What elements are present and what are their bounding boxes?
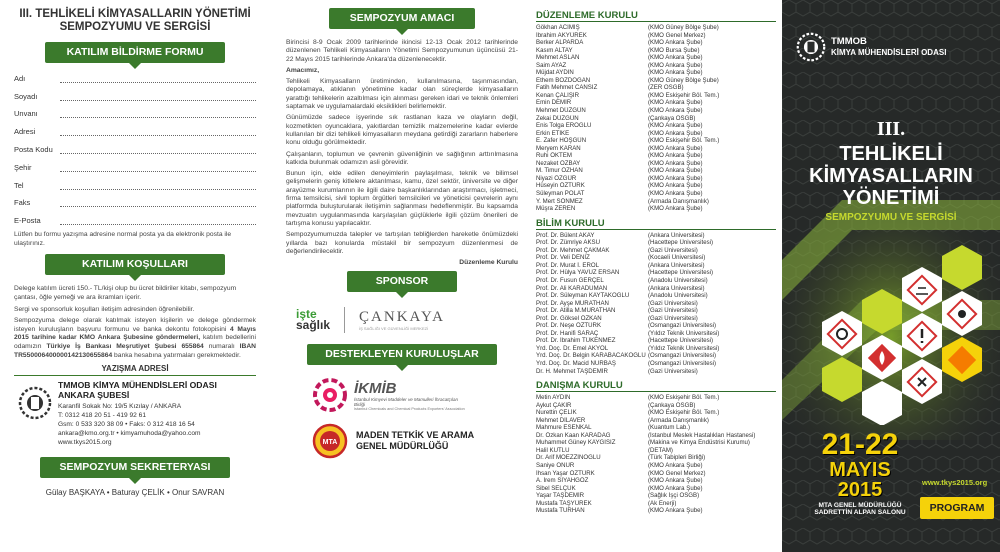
hazard-hexagons <box>782 225 1000 425</box>
cover-org-line1: TMMOB <box>831 36 867 47</box>
bank-branch: Türkiye İş Bankası Meşrutiyet Şubesi 655864 <box>46 342 204 350</box>
organizing-member <box>536 122 776 130</box>
member-affiliation: (Kuantum Lab.) <box>648 424 691 432</box>
member-affiliation: (KMO Ankara Şube) <box>648 39 703 47</box>
member-name: Prof. Dr. Atilla M.MURATHAN <box>536 307 616 315</box>
organizing-member <box>536 32 776 40</box>
member-name: Nezaket ÖZBAY <box>536 159 581 167</box>
member-affiliation: (KMO Ankara Şube) <box>648 182 703 190</box>
member-name: Yrd. Doç. Dr. Macid NURBAŞ <box>536 359 616 367</box>
member-name: Berker ALPARDA <box>536 39 584 47</box>
mta-emblem-icon <box>312 423 348 459</box>
organizing-member <box>536 167 776 175</box>
registration-fields <box>14 67 256 227</box>
member-name: Prof. Dr. Süleyman KAYTAKOĞLU <box>536 292 630 300</box>
sponsor-logos <box>286 306 518 334</box>
scientific-member <box>536 337 776 345</box>
member-affiliation: (KMO Genel Merkez) <box>648 31 706 39</box>
form-field-row <box>14 209 256 227</box>
form-field-line[interactable] <box>60 217 256 225</box>
scientific-member <box>536 368 776 376</box>
member-name: Müşra ZEREN <box>536 205 576 213</box>
ikmib-logo <box>312 377 518 413</box>
aim-paragraph: Bunun için, elde edilen deneyimlerin paylaşılması, teknik ve bilimsel gelişmelerin geniş kitlelere aktarılması, kamu, özel sektör, üniversite ve diğer arayüzme kurumlarının ile ilgili daire başkanlıklarından araştırmacı, işletmeci, firma temsilcisi, sivil toplum örgütleri temsilcileri ve yöneticisi çevrelerin aynı platformda buluşturularak iletişimin sağlanması hedeflenmiştir. Bu kapsamda mevzuatın uygulanmasında karşılaşılan güçlüklerle ilgili çözüm önerileri de tartışma konusu yapılacaktır. <box>286 170 518 227</box>
advisory-member <box>536 409 776 417</box>
advisory-member <box>536 470 776 478</box>
aim-paragraph: Günümüzde sadece işyerinde sık rastlanan kaza ve olayların değil, kozmetikten oyuncaklara, yakıtlardan temizlik malzemelerine kadar evlerde kullanılan bir dizi tehlikeli kimyasalların meydana getirdiği zararların haberlere konu olduğu görülmektedir. <box>286 114 518 147</box>
address-title: YAZIŞMA ADRESİ <box>14 364 256 376</box>
form-field-row <box>14 174 256 192</box>
scientific-member <box>536 277 776 285</box>
advisory-committee-title: DANIŞMA KURULU <box>536 380 776 392</box>
form-field-line[interactable] <box>60 93 256 101</box>
scientific-member <box>536 239 776 247</box>
member-affiliation: (KMO Ankara Şube) <box>648 167 703 175</box>
member-affiliation: (Ankara Üniversitesi) <box>648 231 705 239</box>
member-name: Aykut ÇAKIR <box>536 401 572 409</box>
member-name: Metin AYDIN <box>536 394 571 402</box>
iste-saglik-line2: sağlık <box>296 318 331 333</box>
member-name: A. İrem SİYAHGÖZ <box>536 477 589 485</box>
member-name: Mehmet DÜZGÜN <box>536 107 586 115</box>
org-name: TMMOB KİMYA MÜHENDİSLERİ ODASI <box>58 380 217 391</box>
form-field-row <box>14 138 256 156</box>
scientific-member <box>536 315 776 323</box>
cankaya-sub: İŞ SAĞLIĞI VE GÜVENLİĞİ MERKEZİ <box>359 326 429 332</box>
member-name: Prof. Dr. Murat İ. EROL <box>536 261 599 269</box>
organizing-member <box>536 205 776 213</box>
member-name: Muhammet Güney KAYGISIZ <box>536 439 616 447</box>
aim-paragraph: Çalışanların, toplumun ve çevrenin güvenliğinin ve sağlığının arttırılmasına katkıda bulunmak odamızın asli görevidir. <box>286 150 518 166</box>
form-field-label: Soyadı <box>14 91 38 101</box>
organizing-member <box>536 175 776 183</box>
advisory-member <box>536 485 776 493</box>
address-email[interactable]: ankara@kmo.org.tr • kimyamuhoda@yahoo.com <box>58 430 201 438</box>
member-affiliation: (Ankara Üniversitesi) <box>648 284 705 292</box>
organizing-member <box>536 77 776 85</box>
advisory-committee-list <box>536 394 776 515</box>
organizing-member <box>536 145 776 153</box>
form-note: Lütfen bu formu yazışma adresine normal posta ya da elektronik posta ile ulaştırınız. <box>14 231 232 247</box>
form-field-label: Adı <box>14 73 26 83</box>
member-affiliation: (KMO Ankara Şube) <box>648 461 703 469</box>
scientific-member <box>536 247 776 255</box>
advisory-member <box>536 424 776 432</box>
member-affiliation: (KMO Ankara Şube) <box>648 107 703 115</box>
organizing-member <box>536 130 776 138</box>
member-affiliation: (KMO Güney Bölge Şube) <box>648 76 719 84</box>
form-panel <box>0 0 268 552</box>
address-phone: T: 0312 418 20 51 - 419 92 61 <box>58 412 146 420</box>
advisory-member <box>536 402 776 410</box>
member-affiliation: (KMO Ankara Şube) <box>648 122 703 130</box>
scientific-member <box>536 330 776 338</box>
form-field-label: Posta Kodu <box>14 144 53 154</box>
aim-title-bar: SEMPOZYUM AMACI <box>329 8 475 29</box>
payment-text: numaralı <box>203 342 240 350</box>
ikmib-sub: İstanbul Kimyevi Maddeler ve Mamulleri İhracatçıları Birliği <box>354 396 459 407</box>
member-name: Enis Tolga EROĞLU <box>536 122 592 130</box>
member-name: Saim AYAZ <box>536 61 567 69</box>
form-field-row <box>14 120 256 138</box>
organizing-member <box>536 84 776 92</box>
scientific-committee-title: BİLİM KURULU <box>536 218 776 230</box>
form-field-label: Şehir <box>14 162 32 172</box>
member-name: Mehmet ASLAN <box>536 54 580 62</box>
aim-text <box>286 39 518 267</box>
member-name: Erkin ETİKE <box>536 129 570 137</box>
scientific-member <box>536 322 776 330</box>
scientific-member <box>536 360 776 368</box>
conditions-title-bar: KATILIM KOŞULLARI <box>45 254 225 275</box>
advisory-member <box>536 507 776 515</box>
member-affiliation: (Çankaya OSGB) <box>648 114 696 122</box>
member-name: Meryem KARAN <box>536 144 581 152</box>
member-affiliation: (İstanbul Meslek Hastalıkları Hastanesi) <box>648 431 756 439</box>
form-field-row <box>14 67 256 85</box>
member-affiliation: (Anadolu Üniversitesi) <box>648 292 708 300</box>
organizing-member <box>536 54 776 62</box>
advisory-member <box>536 492 776 500</box>
cankaya-name: ÇANKAYA <box>359 309 445 326</box>
member-name: Prof. Dr. Ali KARADUMAN <box>536 284 608 292</box>
member-affiliation: (KMO Ankara Şube) <box>648 129 703 137</box>
member-name: Müjdat AYDIN <box>536 69 574 77</box>
member-affiliation: (KMO Ankara Şube) <box>648 484 703 492</box>
member-affiliation: (KMO Ankara Şube) <box>648 159 703 167</box>
aim-signature: Düzenleme Kurulu <box>459 259 518 267</box>
cover-url[interactable]: www.tkys2015.org <box>922 478 988 487</box>
member-name: Prof. Dr. Mehmet ÇAKMAK <box>536 246 610 254</box>
committees-panel <box>530 0 780 552</box>
member-name: Halil KUTLU <box>536 446 570 454</box>
form-field-label: Adresi <box>14 127 36 137</box>
form-field-label: E-Posta <box>14 216 41 226</box>
cover-title <box>782 118 1000 223</box>
member-affiliation: (Armada Danışmanlık) <box>648 197 709 205</box>
scientific-member <box>536 285 776 293</box>
member-affiliation: (Gazi Üniversitesi) <box>648 246 698 254</box>
form-field-label: Unvanı <box>14 109 38 119</box>
member-name: Saniye ONUR <box>536 461 575 469</box>
member-affiliation: (Yıldız Teknik Üniversitesi) <box>648 344 720 352</box>
member-affiliation: (KMO Ankara Şube) <box>648 144 703 152</box>
member-affiliation: (Armada Danışmanlık) <box>648 416 709 424</box>
aim-paragraph: Sempozyumumuzda talepler ve tartışılan tebliğlerden hareketle önümüzdeki yıllarda bazı konularda müstakil bir sempozyum düzenlenmesi de değerlendirilecektir. <box>286 231 518 255</box>
payment-text: Sempozyuma delege olarak katılmak isteyen kişilerin ve delege göndermek isteyen kuruluşların başvuru formunu ve banka dekontu fotokopisini <box>14 317 256 333</box>
cover-kmo-logo-icon <box>796 32 826 62</box>
address-gsm-fax: Gsm: 0 533 320 38 09 • Faks: 0 312 418 16 54 <box>58 421 195 429</box>
mta-logo <box>312 423 518 459</box>
address-website[interactable]: www.tkys2015.org <box>58 439 112 447</box>
cover-org-line2: KİMYA MÜHENDİSLERİ ODASI <box>831 48 947 57</box>
advisory-member <box>536 394 776 402</box>
member-name: Prof. Dr. Göksel ÖZKAN <box>536 314 602 322</box>
organizing-member <box>536 92 776 100</box>
panel1-subtitle: SEMPOZYUMU VE SERGİSİ <box>59 21 211 33</box>
organizing-committee-list <box>536 24 776 213</box>
member-name: Kenan ÇALIŞIR <box>536 91 580 99</box>
member-name: Yrd. Doç. Dr. Belgin KARABACAKOĞLU <box>536 352 646 360</box>
advisory-member <box>536 447 776 455</box>
member-affiliation: (KMO Ankara Şube) <box>648 507 703 515</box>
member-affiliation: (KMO Eskişehir Böl. Tem.) <box>648 409 720 417</box>
member-affiliation: (KMO Ankara Şube) <box>648 99 703 107</box>
kmo-logo-icon <box>18 386 52 420</box>
cover-venue2: SADRETTİN ALPAN SALONU <box>814 509 906 516</box>
scientific-member <box>536 345 776 353</box>
member-name: Süleyman POLAT <box>536 190 585 198</box>
member-affiliation: (Çankaya OSGB) <box>648 401 696 409</box>
member-name: Mehmet DİLAVER <box>536 416 586 424</box>
cover-org <box>796 32 946 62</box>
payment-text: katılım bedellerini odamızın <box>14 334 256 350</box>
advisory-member <box>536 439 776 447</box>
member-name: Ruhi ÖKTEM <box>536 152 572 160</box>
member-name: İhsan Yaşar ÖZTÜRK <box>536 469 595 477</box>
cover-edition: III. <box>876 118 906 140</box>
advisory-member <box>536 454 776 462</box>
form-field-row <box>14 103 256 121</box>
form-field-line[interactable] <box>60 75 256 83</box>
cover-panel <box>782 0 1000 552</box>
cover-title-line3: YÖNETİMİ <box>842 187 940 209</box>
form-title-bar: KATILIM BİLDİRME FORMU <box>45 42 225 63</box>
member-affiliation: (KMO Ankara Şube) <box>648 69 703 77</box>
member-affiliation: (KMO Ankara Şube) <box>648 477 703 485</box>
aim-paragraph: Birincisi 8-9 Ocak 2009 tarihlerinde ikincisi 12-13 Ocak 2012 tarihlerinde düzenlenen Tehlikeli Kimyasalların Yönetimi Sempozyumunun üçüncüsü 21-22 Mayıs 2015 tarihlerinde Ankara'da düzenlenecektir. <box>286 39 518 63</box>
scientific-member <box>536 262 776 270</box>
member-affiliation: (KMO Güney Bölge Şube) <box>648 24 719 31</box>
organizing-member <box>536 152 776 160</box>
advisory-member <box>536 462 776 470</box>
support-title-bar: DESTEKLEYEN KURULUŞLAR <box>307 344 497 365</box>
cover-subtitle: SEMPOZYUMU VE SERGİSİ <box>825 212 957 223</box>
organizing-member <box>536 198 776 206</box>
payment-deadline: 4 Mayıs 2015 tarihine kadar KMO Ankara Şubesine göndermeleri, <box>14 325 256 342</box>
member-name: Prof. Dr. İbrahim TÜKENMEZ <box>536 337 616 345</box>
member-affiliation: (Hacettepe Üniversitesi) <box>648 269 714 277</box>
member-affiliation: (Türk Tabipleri Birliği) <box>648 454 706 462</box>
org-branch: ANKARA ŞUBESİ <box>58 390 130 401</box>
condition-fee: Delege katılım ücreti 150.- TL/kişi olup bu ücret bildiriler kitabı, sempozyum çantası, öğle yemeği ve ara ikramları içerir. <box>14 285 237 301</box>
scientific-member <box>536 254 776 262</box>
scientific-member <box>536 300 776 308</box>
organizing-member <box>536 47 776 55</box>
member-affiliation: (Gazi Üniversitesi) <box>648 367 698 375</box>
form-field-row <box>14 85 256 103</box>
program-badge: PROGRAM <box>920 497 994 519</box>
member-name: Yrd. Doç. Dr. Emel AKYOL <box>536 344 609 352</box>
advisory-member <box>536 500 776 508</box>
iban: IBAN TR550006400000142130655864 <box>14 342 256 359</box>
member-name: Prof. Dr. Neşe ÖZTÜRK <box>536 322 602 330</box>
member-affiliation: (Osmangazi Üniversitesi) <box>648 359 717 367</box>
scientific-member <box>536 269 776 277</box>
member-affiliation: (Yıldız Teknik Üniversitesi) <box>648 329 720 337</box>
organizing-committee-title: DÜZENLEME KURULU <box>536 10 776 22</box>
member-name: Prof. Dr. Zümriye AKSU <box>536 239 600 247</box>
member-affiliation: (KMO Ankara Şube) <box>648 152 703 160</box>
member-affiliation: (KMO Genel Merkez) <box>648 469 706 477</box>
iste-saglik-logo <box>296 309 330 331</box>
member-name: Yaşar TAŞDEMİR <box>536 492 585 500</box>
aim-panel <box>278 0 524 552</box>
cover-title-line1: TEHLİKELİ <box>839 143 943 165</box>
mta-name-line1: MADEN TETKİK VE ARAMA <box>356 430 475 441</box>
member-name: Nurettin ÇELİK <box>536 409 577 417</box>
advisory-member <box>536 417 776 425</box>
member-name: M. Timur ÖZHAN <box>536 167 583 175</box>
member-affiliation: (KMO Ankara Şube) <box>648 205 703 213</box>
member-name: İbrahim AKYÜREK <box>536 31 587 39</box>
condition-payment <box>14 317 256 360</box>
sponsor-title-bar: SPONSOR <box>347 271 457 292</box>
ikmib-en: Istanbul Chemicals and Chemical Products Exporters' Association <box>354 406 465 411</box>
member-affiliation: (Ankara Üniversitesi) <box>648 261 705 269</box>
organizing-member <box>536 115 776 123</box>
condition-sponsorship: Sergi ve sponsorluk koşulları iletişim adresinden öğrenilebilir. <box>14 305 195 313</box>
organizing-member <box>536 107 776 115</box>
member-name: Kasım ALTAY <box>536 46 573 54</box>
scientific-committee-list <box>536 232 776 375</box>
member-name: Hüseyin ÖZTÜRK <box>536 182 585 190</box>
organizing-member <box>536 190 776 198</box>
form-field-row <box>14 192 256 210</box>
cover-month: MAYIS <box>829 459 891 481</box>
member-affiliation: (KMO Ankara Şube) <box>648 174 703 182</box>
mta-emblem-text: MTA <box>322 439 338 447</box>
cover-venue1: MTA GENEL MÜDÜRLÜĞÜ <box>818 502 902 509</box>
organizing-member <box>536 39 776 47</box>
scientific-member <box>536 307 776 315</box>
member-name: Prof. Dr. Hanifi SARAÇ <box>536 329 599 337</box>
form-field-row <box>14 156 256 174</box>
ikmib-emblem-icon <box>312 377 348 413</box>
form-field-line[interactable] <box>60 182 256 190</box>
scientific-member <box>536 232 776 240</box>
member-name: E. Zafer HOŞGÜN <box>536 137 587 145</box>
iste-saglik-line1: işte <box>296 307 317 322</box>
member-name: Zekai DÜZGÜN <box>536 114 579 122</box>
member-name: Emin DEMİR <box>536 99 572 107</box>
address-block <box>14 380 256 447</box>
member-name: Dr. H. Mehmet TAŞDEMİR <box>536 367 608 375</box>
member-affiliation: (KMO Eskişehir Böl. Tem.) <box>648 394 720 402</box>
member-name: Prof. Dr. Fusun GERÇEL <box>536 276 604 284</box>
scientific-member <box>536 292 776 300</box>
organizing-member <box>536 24 776 32</box>
member-affiliation: (Hacettepe Üniversitesi) <box>648 337 714 345</box>
member-name: Sibel SELÇUK <box>536 484 576 492</box>
cankaya-logo <box>359 309 445 331</box>
member-affiliation: (ZER OSGB) <box>648 84 684 92</box>
cover-year: 2015 <box>837 479 883 501</box>
member-affiliation: (Anadolu Üniversitesi) <box>648 276 708 284</box>
cover-days: 21-22 <box>821 428 899 461</box>
member-affiliation: (Osmangazi Üniversitesi) <box>648 322 717 330</box>
form-field-line[interactable] <box>60 128 256 136</box>
organizing-member <box>536 99 776 107</box>
ikmib-name: İKMİB <box>354 379 397 397</box>
member-name: Prof. Dr. Hülya YAVUZ ERSAN <box>536 269 620 277</box>
form-field-label: Faks <box>14 198 31 208</box>
member-affiliation: (KMO Eskişehir Böl. Tem.) <box>648 91 720 99</box>
scientific-member <box>536 352 776 360</box>
member-affiliation: (KMO Eskişehir Böl. Tem.) <box>648 137 720 145</box>
member-affiliation: (Makina ve Kimya Endüstrisi Kurumu) <box>648 439 750 447</box>
organizing-member <box>536 182 776 190</box>
secretariat-title-bar: SEMPOZYUM SEKRETERYASI <box>40 457 230 478</box>
organizing-member <box>536 62 776 70</box>
member-name: Fatih Mehmet CANSIZ <box>536 84 598 92</box>
member-name: Mustafa TAŞYÜREK <box>536 499 592 507</box>
member-affiliation: (Hacettepe Üniversitesi) <box>648 239 714 247</box>
member-name: Ethem BOZDOĞAN <box>536 76 591 84</box>
member-affiliation: (Sağlık İşçi OSGB) <box>648 492 700 500</box>
aim-paragraph: Tehlikeli Kimyasalların üretiminden, kullanılmasına, taşınmasından, depolamaya, atıklanın yönetimine kadar olan süreçlerde kimyasalların yarattığı tehlikelerin azaltılması için alınması gereken idari ve teknik önlemleri saptamak ve uygulamalardaki eksiklikleri belirlemektir. <box>286 78 518 111</box>
member-affiliation: (KMO Ankara Şube) <box>648 190 703 198</box>
member-name: Mustafa TURHAN <box>536 507 585 515</box>
member-name: Mahmure ESENKAL <box>536 424 592 432</box>
member-name: Niyazi ÖZGÜR <box>536 174 577 182</box>
member-name: Y. Mert SÖNMEZ <box>536 197 583 205</box>
mta-name-line2: GENEL MÜDÜRLÜĞÜ <box>356 441 449 452</box>
member-name: Prof. Dr. Bülent AKAY <box>536 231 595 239</box>
member-affiliation: (Gazi Üniversitesi) <box>648 307 698 315</box>
organizing-member <box>536 160 776 168</box>
advisory-member <box>536 477 776 485</box>
member-affiliation: (Gazi Üniversitesi) <box>648 299 698 307</box>
form-field-line[interactable] <box>60 110 256 118</box>
member-affiliation: (Gazi Üniversitesi) <box>648 314 698 322</box>
form-field-line[interactable] <box>60 199 256 207</box>
form-field-label: Tel <box>14 180 24 190</box>
payment-text: banka hesabına yatırmaları gerekmektedir. <box>112 351 241 359</box>
cover-title-line2: KİMYASALLARIN <box>809 165 973 187</box>
member-name: Dr. Özkan Kaan KARADAĞ <box>536 431 611 439</box>
member-affiliation: (Ak Enerji) <box>648 499 677 507</box>
member-affiliation: (KMO Ankara Şube) <box>648 61 703 69</box>
aim-heading: Amacımız, <box>286 66 320 74</box>
member-affiliation: (Osmangazi Üniversitesi) <box>648 352 717 360</box>
address-street: Karanfil Sokak No: 19/5 Kızılay / ANKARA <box>58 403 182 411</box>
organizing-member <box>536 69 776 77</box>
member-affiliation: (KMO Bursa Şube) <box>648 46 700 54</box>
member-affiliation: (KMO Ankara Şube) <box>648 54 703 62</box>
sponsor-divider <box>344 307 345 333</box>
secretariat-names: Gülay BAŞKAYA • Baturay ÇELİK • Onur SAVRAN <box>45 488 225 498</box>
advisory-member <box>536 432 776 440</box>
form-field-line[interactable] <box>60 146 256 154</box>
member-name: Dr. Arif MOEZZİNOĞLU <box>536 454 601 462</box>
form-field-line[interactable] <box>60 164 256 172</box>
member-name: Gökhan ACIMIŞ <box>536 24 580 31</box>
organizing-member <box>536 137 776 145</box>
member-affiliation: (DETAM) <box>648 446 673 454</box>
panel1-title: III. TEHLİKELİ KİMYASALLARIN YÖNETİMİ <box>19 8 251 20</box>
member-name: Prof. Dr. Ayşe MURATHAN <box>536 299 609 307</box>
cover-dates <box>800 430 920 516</box>
member-affiliation: (Kocaeli Üniversitesi) <box>648 254 706 262</box>
member-name: Prof. Dr. Veli DENİZ <box>536 254 590 262</box>
